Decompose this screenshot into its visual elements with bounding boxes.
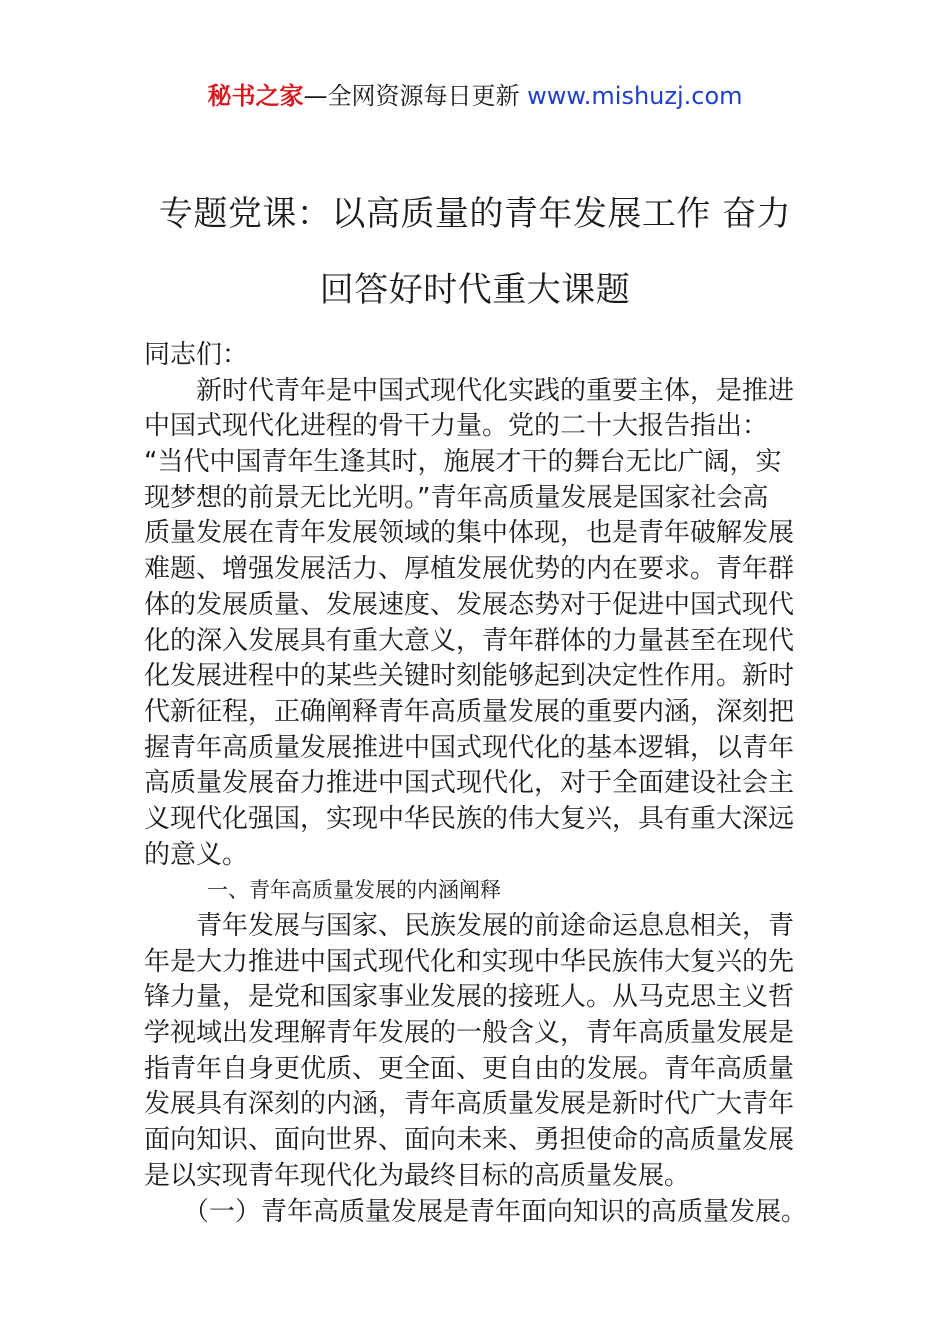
text-line: 新时代青年是中国式现代化实践的重要主体，是推进 xyxy=(144,375,795,406)
text-line: 体的发展质量、发展速度、发展态势对于促进中国式现代 xyxy=(144,589,795,620)
header-tagline: —全网资源每日更新 xyxy=(303,82,520,110)
text-line: 是以实现青年现代化为最终目标的高质量发展。 xyxy=(144,1160,691,1191)
text-line: 锋力量，是党和国家事业发展的接班人。从马克思主义哲 xyxy=(144,982,795,1013)
text-line: 现梦想的前景无比光明。”青年高质量发展是国家社会高 xyxy=(144,482,769,513)
title-line-2: 回答好时代重大课题 xyxy=(319,270,631,310)
salutation: 同志们： xyxy=(144,340,249,370)
subsection-heading: （一）青年高质量发展是青年面向知识的高质量发展。 xyxy=(144,1196,808,1227)
text-line: 面向知识、面向世界、面向未来、勇担使命的高质量发展 xyxy=(144,1125,795,1156)
site-url-link[interactable]: www.mishuzj.com xyxy=(527,82,743,110)
text-line: 的意义。 xyxy=(144,839,249,870)
text-line: 年是大力推进中国式现代化和实现中华民族伟大复兴的先 xyxy=(144,946,795,977)
text-line: 化发展进程中的某些关键时刻能够起到决定性作用。新时 xyxy=(144,661,795,692)
text-line: 发展具有深刻的内涵，青年高质量发展是新时代广大青年 xyxy=(144,1089,795,1120)
text-line: 代新征程，正确阐释青年高质量发展的重要内涵，深刻把 xyxy=(144,696,795,727)
title-line-1: 专题党课：以高质量的青年发展工作 奋力 xyxy=(158,194,792,234)
text-line: 中国式现代化进程的骨干力量。党的二十大报告指出： xyxy=(144,411,769,442)
text-line: 青年发展与国家、民族发展的前途命运息息相关，青 xyxy=(144,911,795,941)
text-line: 难题、增强发展活力、厚植发展优势的内在要求。青年群 xyxy=(144,554,795,585)
text-line: 质量发展在青年发展领域的集中体现，也是青年破解发展 xyxy=(144,518,795,549)
brand-name: 秘书之家 xyxy=(207,82,304,110)
text-line: 化的深入发展具有重大意义，青年群体的力量甚至在现代 xyxy=(144,625,795,656)
text-line: 义现代化强国，实现中华民族的伟大复兴，具有重大深远 xyxy=(144,803,795,834)
section-heading: 一、青年高质量发展的内涵阐释 xyxy=(144,878,501,903)
document-body xyxy=(144,338,834,1230)
document-title xyxy=(100,176,850,328)
site-header xyxy=(0,80,950,112)
text-line: “当代中国青年生逢其时，施展才干的舞台无比广阔，实 xyxy=(144,447,782,478)
text-line: 指青年自身更优质、更全面、更自由的发展。青年高质量 xyxy=(144,1053,795,1084)
text-line: 高质量发展奋力推进中国式现代化，对于全面建设社会主 xyxy=(144,768,795,799)
text-line: 学视域出发理解青年发展的一般含义，青年高质量发展是 xyxy=(144,1018,795,1049)
text-line: 握青年高质量发展推进中国式现代化的基本逻辑，以青年 xyxy=(144,732,795,763)
